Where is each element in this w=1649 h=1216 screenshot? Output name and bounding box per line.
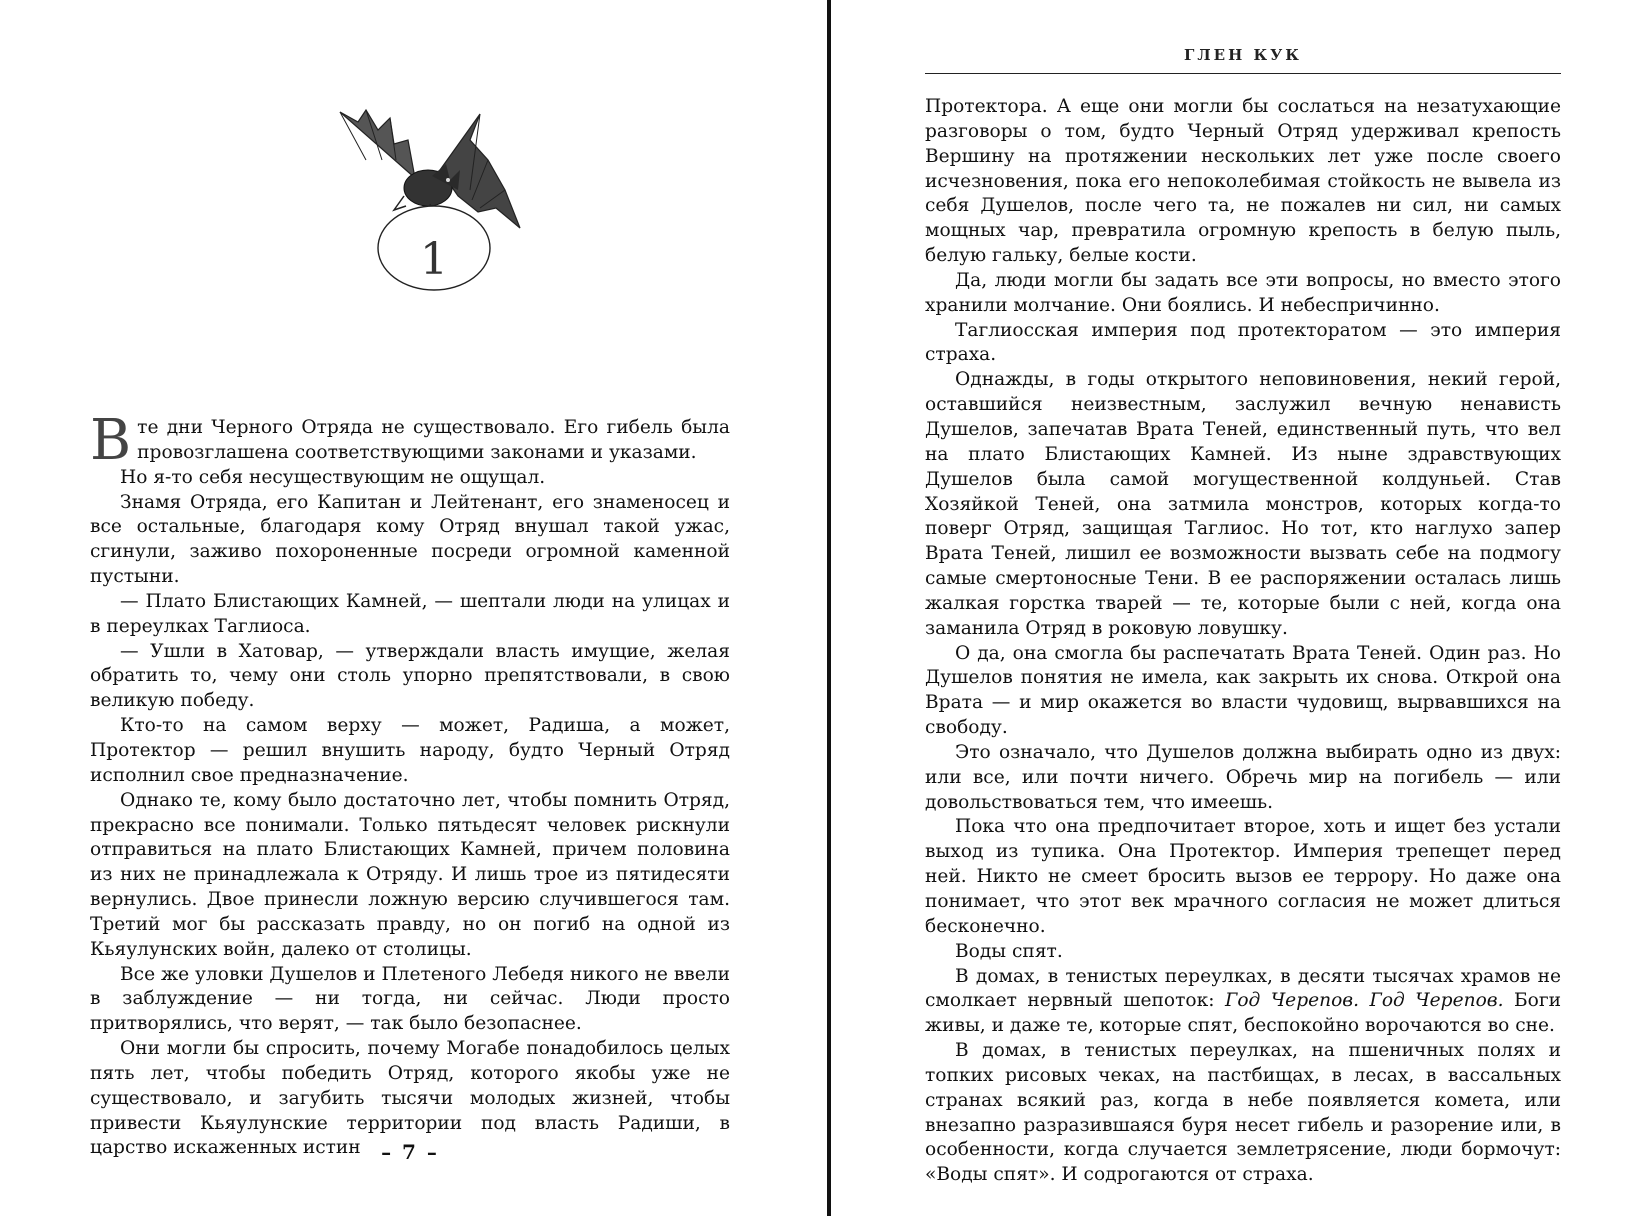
paragraph: Таглиосская империя под протекторатом — это империя страха. <box>925 319 1561 366</box>
right-text <box>925 95 1561 1188</box>
paragraph: Пока что она предпочитает второе, хоть и ищет без устали выход из тупика. Она Протектор. Империя трепещет перед ней. Никто не смеет бросить вызов ее террору. Но даже она понимает, что этот век мрачного согласия не может длиться бесконечно. <box>925 816 1561 937</box>
paragraph: Да, люди могли бы задать все эти вопросы, но вместо этого хранили молчание. Они боялись. И небеспричинно. <box>925 269 1561 316</box>
chapter-number: 1 <box>420 234 448 285</box>
paragraph-text: те дни Черного Отряда не существовало. Его гибель была провозглашена соответствующими законами и указами. <box>137 417 730 463</box>
paragraph <box>90 408 730 473</box>
page-number: – 7 – <box>381 1140 439 1164</box>
left-text <box>90 408 730 1161</box>
running-head: ГЛЕН КУК <box>1184 46 1302 64</box>
paragraph: — Плато Блистающих Камней, — шептали люди на улицах и в переулках Таглиоса. <box>90 590 730 637</box>
paragraph-text: Боги живы, и даже те, которые спят, беспокойно ворочаются во сне. <box>925 990 1562 1037</box>
chapter-ornament <box>320 100 540 310</box>
paragraph: О да, она смогла бы распечатать Врата Теней. Один раз. Но Душелов понятия не имела, как закрыть их снова. Открой она Врата — и мир окажется во власти чудовищ, вырвавшихся на свободу. <box>925 642 1561 739</box>
header-rule <box>925 73 1561 74</box>
paragraph <box>925 965 1561 1040</box>
paragraph: Протектора. А еще они могли бы сослаться на незатухающие разговоры о том, будто Черный Отряд удерживал крепость Вершину на протяжении нескольких лет уже после своего исчезновения, пока его непоколебимая стойкость не вывела из себя Душелов, после чего та, не пожалев ни сил, ни самых мощных чар, превратила огромную крепость в белую пыль, белую гальку, белые кости. <box>925 96 1561 267</box>
paragraph: В домах, в тенистых переулках, на пшеничных полях и топких рисовых чеках, на пастбищах, в лесах, в вассальных странах всякий раз, когда в небе появляется комета, или внезапно разразившаяся буря несет гибель и разорение или, в особенности, когда случается землетрясение, люди бормочут: «Воды спят». И содрогаются от страха. <box>925 1040 1561 1186</box>
paragraph: Кто-то на самом верху — может, Радиша, а может, Протектор — решил внушить народу, будто Черный Отряд исполнил свое предназначение. <box>90 715 730 786</box>
paragraph: Знамя Отряда, его Капитан и Лейтенант, его знаменосец и все остальные, благодаря кому Отряд внушал такой ужас, сгинули, заживо похороненные посреди огромной каменной пустыни. <box>90 491 730 588</box>
paragraph-text: В домах, в тенистых переулках, в десяти тысячах храмов не смолкает нервный шепоток: <box>925 965 1561 1012</box>
paragraph: Воды спят. <box>955 940 1063 962</box>
drop-cap: В <box>90 408 132 473</box>
paragraph: Однако те, кому было достаточно лет, чтобы помнить Отряд, прекрасно все понимали. Только пятьдесят человек рискнули отправиться на плато Блистающих Камней, причем половина из них не принадлежала к Отряду. И лишь трое из пятидесяти вернулись. Двое принесли ложную версию случившегося там. Третий мог бы рассказать правду, но он погиб на одной из Кьяулунских войн, далеко от столицы. <box>90 789 730 960</box>
left-page <box>90 0 730 1216</box>
paragraph: Они могли бы спросить, почему Могабе понадобилось целых пять лет, чтобы победить Отряд, которого якобы уже не существовало, и загубить тысячи молодых жизней, чтобы привести Кьяулунские территории под власть Радиши, в царство искаженных истин <box>90 1038 730 1159</box>
italic-phrase: Год Черепов. Год Черепов. <box>1225 990 1504 1012</box>
paragraph: Но я-то себя несуществующим не ощущал. <box>120 466 546 488</box>
paragraph: Однажды, в годы открытого неповиновения, некий герой, оставшийся неизвестным, заслужил вечную ненависть Душелов, запечатав Врата Теней, единственный путь, что вел на плато Блистающих Камней. Из ныне здравствующих Душелов была самой могущественной колдуньей. Став Хозяйкой Теней, она затмила монстров, которых когда-то поверг Отряд, защищая Таглиос. Но тот, кто наглухо запер Врата Теней, лишил ее возможности вызвать себе на подмогу самые смертоносные Тени. В ее распоряжении осталась лишь жалкая горстка тварей — те, которые были с ней, когда она заманила Отряд в роковую ловушку. <box>925 369 1561 639</box>
right-page <box>925 0 1561 1216</box>
paragraph: Все же уловки Душелов и Плетеного Лебедя никого не ввели в заблуждение — ни тогда, ни сейчас. Люди просто притворялись, что верят, — так было безопаснее. <box>90 963 730 1035</box>
paragraph: — Ушли в Хатовар, — утверждали власть имущие, желая обратить то, чему они столь упорно препятствовали, в свою великую победу. <box>90 640 730 712</box>
paragraph: Это означало, что Душелов должна выбирать одно из двух: или все, или почти ничего. Обречь мир на погибель — или довольствоваться тем, что имеешь. <box>925 741 1561 813</box>
gutter-divider <box>827 0 831 1216</box>
